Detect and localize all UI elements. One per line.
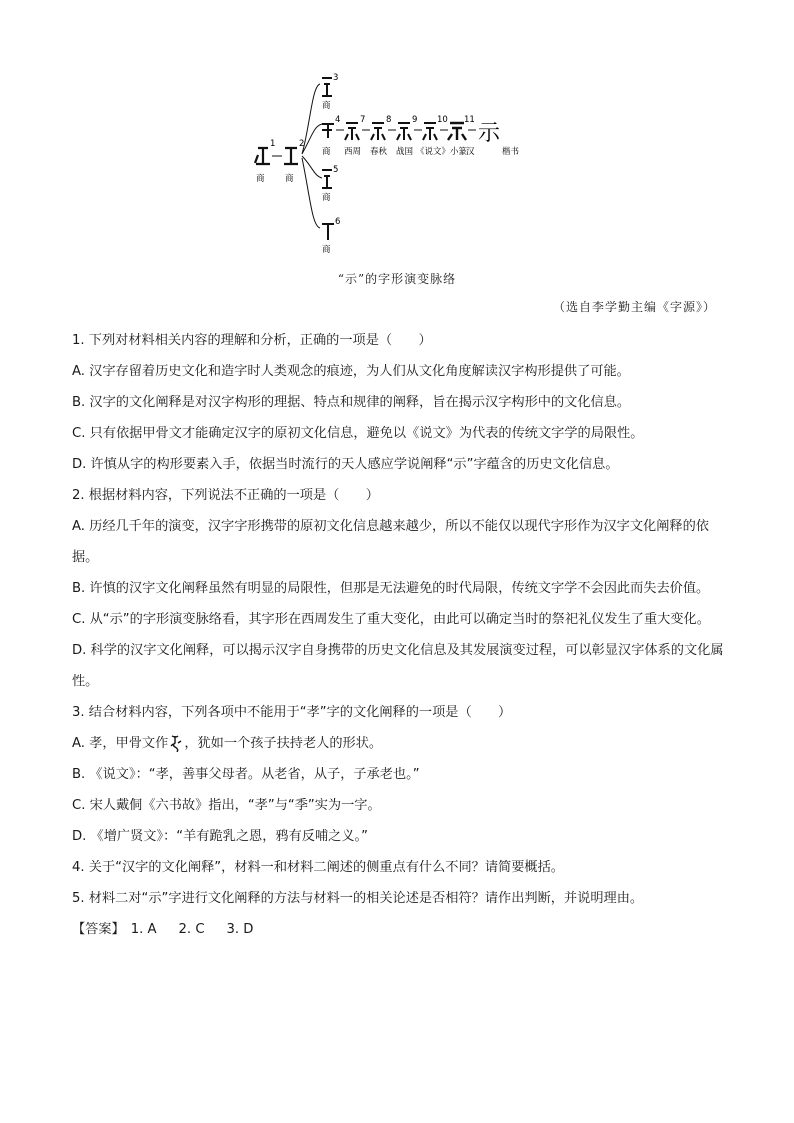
question-1-option-d: D. 许慎从字的构形要素入手，依据当时流行的天人感应学说阐释“示”字蕴含的历史文化信息。 xyxy=(72,457,619,472)
question-3-stem: 3. 结合材料内容，下列各项中不能用于“孝”字的文化阐释的一项是（ ） xyxy=(72,705,512,720)
form-2 xyxy=(284,148,298,164)
question-5-stem: 5. 材料二对“示”字进行文化阐释的方法与材料一的相关论述是否相符？请作出判断，并说明理由。 xyxy=(72,891,644,906)
form-6 xyxy=(322,224,334,240)
form-3 xyxy=(322,78,332,96)
form-9-number: 9 xyxy=(412,115,418,125)
form-9 xyxy=(397,123,411,140)
form-2-label: 商 xyxy=(285,174,294,184)
form-10-label: 《说文》小篆 xyxy=(416,147,468,157)
form-3-number: 3 xyxy=(333,73,339,83)
question-1-option-c: C. 只有依据甲骨文才能确定汉字的原初文化信息，避免以《说文》为代表的传统文字学的局限性。 xyxy=(72,426,644,441)
form-7 xyxy=(345,123,359,140)
option-a-text-before: A. 孝，甲骨文作 xyxy=(72,736,169,751)
question-2-option-a: A. 历经几千年的演变，汉字字形携带的原初文化信息越来越少，所以不能仅以现代字形作为汉字文化阐释的依据。 xyxy=(72,519,709,565)
form-4-number: 4 xyxy=(335,115,341,125)
branch-curves xyxy=(302,84,322,228)
form-7-label: 西周 xyxy=(344,147,362,157)
form-9-label: 战国 xyxy=(396,147,414,157)
questions xyxy=(72,325,724,945)
question-3-option-c: C. 宋人戴侗《六书故》指出，“孝”与“季”实为一字。 xyxy=(72,798,381,813)
form-6-label: 商 xyxy=(322,245,331,255)
question-3-option-a xyxy=(72,728,724,759)
form-6-number: 6 xyxy=(335,217,341,227)
question-3-option-b: B. 《说文》：“孝，善事父母者。从老省，从子，子承老也。” xyxy=(72,767,420,782)
form-12: 示 xyxy=(478,121,501,146)
form-11 xyxy=(448,123,466,140)
question-4-stem: 4. 关于“汉字的文化阐释”，材料一和材料二阐述的侧重点有什么不同？请简要概括。 xyxy=(72,860,564,875)
form-4 xyxy=(322,124,334,138)
evolution-diagram xyxy=(240,66,550,266)
source-citation: （选自李学勤主编《字源》） xyxy=(552,300,716,314)
form-11-label: 汉 xyxy=(466,147,475,157)
figure-caption: “示”的字形演变脉络 xyxy=(337,272,457,286)
form-10-number: 10 xyxy=(437,115,448,125)
form-1-label: 商 xyxy=(256,174,265,184)
character-evolution-figure xyxy=(240,66,550,266)
form-4-label: 商 xyxy=(322,147,331,157)
form-11-number: 11 xyxy=(464,115,475,125)
form-1 xyxy=(255,148,270,164)
question-2-option-b: B. 许慎的汉字文化阐释虽然有明显的局限性，但那是无法避免的时代局限，传统文字学不会因此而失去价值。 xyxy=(72,581,710,596)
form-5 xyxy=(322,170,332,188)
form-3-label: 商 xyxy=(322,101,331,111)
form-1-number: 1 xyxy=(270,139,276,149)
answer-line xyxy=(72,914,724,945)
form-5-number: 5 xyxy=(333,165,339,175)
form-8-label: 春秋 xyxy=(370,147,388,157)
form-8-number: 8 xyxy=(386,115,392,125)
answer-1: 1. A xyxy=(130,922,157,937)
option-a-text-after: ，犹如一个孩子扶持老人的形状。 xyxy=(184,736,383,751)
form-8 xyxy=(371,123,385,140)
answer-label: 【答案】 xyxy=(72,922,125,937)
answer-3: 3. D xyxy=(226,922,254,937)
form-7-number: 7 xyxy=(360,115,366,125)
oracle-bone-xiao-glyph-icon xyxy=(169,734,183,752)
form-2-number: 2 xyxy=(299,139,305,149)
form-5-label: 商 xyxy=(322,193,331,203)
question-1-option-a: A. 汉字存留着历史文化和造字时人类观念的痕迹，为人们从文化角度解读汉字构形提供了可能。 xyxy=(72,364,630,379)
question-2-stem: 2. 根据材料内容，下列说法不正确的一项是（ ） xyxy=(72,488,379,503)
form-10 xyxy=(423,123,437,140)
question-1-option-b: B. 汉字的文化阐释是对汉字构形的理据、特点和规律的阐释，旨在揭示汉字构形中的文化信息。 xyxy=(72,395,631,410)
question-2-option-c: C. 从“示”的字形演变脉络看，其字形在西周发生了重大变化，由此可以确定当时的祭祀礼仪发生了重大变化。 xyxy=(72,612,710,627)
question-2-option-d: D. 科学的汉字文化阐释，可以揭示汉字自身携带的历史文化信息及其发展演变过程，可以彰显汉字体系的文化属性。 xyxy=(72,643,724,689)
question-1-stem: 1. 下列对材料相关内容的理解和分析，正确的一项是（ ） xyxy=(72,333,432,348)
answer-2: 2. C xyxy=(178,922,205,937)
form-12-label: 楷书 xyxy=(502,147,520,157)
question-3-option-d: D. 《增广贤文》：“羊有跪乳之恩，鸦有反哺之义。” xyxy=(72,829,368,844)
